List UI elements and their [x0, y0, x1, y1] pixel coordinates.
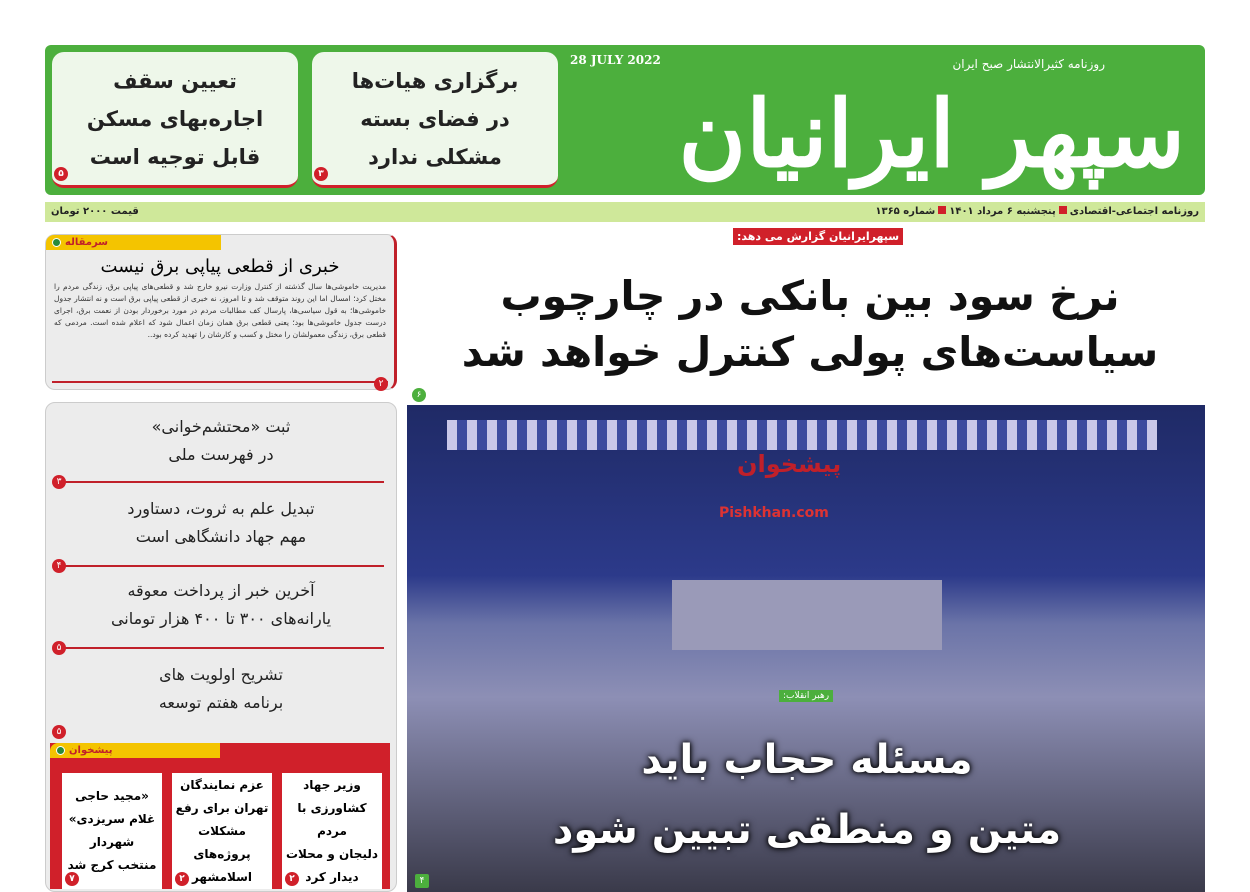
headline-line: سیاست‌های پولی کنترل خواهد شد [461, 328, 1159, 376]
stage [672, 580, 942, 650]
main-headline[interactable] [420, 268, 1200, 380]
dot-icon [52, 238, 61, 247]
news-line: تبدیل علم به ثروت، دستاورد [127, 499, 315, 518]
lead-photo[interactable] [407, 405, 1205, 892]
page-badge: ۴ [52, 559, 66, 573]
news-line: برنامه هفتم توسعه [158, 693, 284, 712]
item-line: دلیجان و محلات [285, 846, 379, 861]
dot-icon [56, 746, 65, 755]
headline-line: نرخ سود بین بانکی در چارچوب [500, 272, 1120, 320]
page-badge: ۳ [52, 475, 66, 489]
item-line: «مجید حاجی [75, 789, 149, 803]
page-badge: ۵ [52, 725, 66, 739]
news-line: ثبت «محتشم‌خوانی» [151, 417, 291, 436]
teaser-line: مشکلی ندارد [368, 144, 502, 169]
watermark-en: Pishkhan.com [719, 505, 829, 521]
news-item[interactable] [56, 483, 384, 571]
page-badge: ۲ [285, 872, 299, 886]
teaser-rent[interactable] [52, 52, 298, 188]
ornament-frieze [447, 420, 1157, 450]
editorial-body: مدیریت خاموشی‌ها سال گذشته از کنترل وزارت نیرو خارج شد و قطعی‌های پیاپی برق، زندگی مردم را مختل کرد؛ امسال اما این روند متوقف شد و تا امروز، نه خبری از قطعی پیاپی برق است و نه انتشار جدول خاموشی‌ها؛ به قول سیاسی‌ها، پارسال کف مطالبات مردم در مورد برخوردار بودن از نعمت برق، اجرای درست جدول خاموشی‌ها بود؛ یعنی قطعی برق همان زمان اعمال شود که اعلام شده است. مردمی که قطعی برق، زندگی معمولشان را مختل و کسب و کارشان را تهدید کرده بود.. [54, 282, 386, 339]
item-line: غلام سریزدی» [68, 812, 156, 826]
news-item[interactable] [56, 649, 384, 737]
photo-kicker: رهبر انقلاب: [779, 690, 833, 702]
headline-line: متین و منطقی تبیین شود [552, 807, 1062, 853]
news-line: آخرین خبر از پرداخت معوقه [127, 581, 315, 600]
separator [938, 206, 946, 214]
issue-date: پنجشنبه ۶ مرداد ۱۴۰۱ [949, 206, 1056, 217]
pishkhan-panel [50, 743, 390, 889]
watermark-fa: پیشخوان [737, 450, 842, 478]
news-line: تشریح اولویت های [159, 665, 283, 684]
item-line: مشکلات پروژه‌های [193, 823, 251, 861]
teaser-line: تعیین سقف [113, 68, 237, 93]
date-en: 28 JULY 2022 [570, 53, 661, 67]
item-line: منتخب کرج شد [67, 858, 157, 872]
news-line: در فهرست ملی [168, 445, 274, 464]
pishkhan-label [50, 743, 220, 758]
item-line: دیدار کرد [305, 869, 359, 884]
logo: سپهر ایرانیان [678, 80, 1185, 188]
main-kicker: سپهرایرانیان گزارش می دهد: [733, 228, 903, 245]
page-badge: ۴ [415, 874, 429, 888]
news-line: یارانه‌های ۳۰۰ تا ۴۰۰ هزار تومانی [110, 609, 332, 628]
teaser-line: اجاره‌بهای مسکن [86, 106, 264, 131]
page-badge: ۲ [175, 872, 189, 886]
item-line: اسلامشهر [191, 869, 253, 884]
editorial-title: خبری از قطعی پیاپی برق نیست [100, 256, 340, 277]
paper-type: روزنامه اجتماعی-اقتصادی [1069, 206, 1199, 217]
info-bar [45, 202, 1205, 222]
price: قیمت ۲۰۰۰ تومان [51, 206, 139, 217]
page-badge: ۵ [52, 641, 66, 655]
editorial-panel[interactable] [45, 234, 397, 390]
headline-line: مسئله حجاب باید [641, 737, 973, 783]
page-badge: ۶ [412, 388, 426, 402]
item-line: وزیر جهاد [303, 777, 361, 792]
page-badge: ۷ [65, 872, 79, 886]
page-badge: ۳ [314, 167, 328, 181]
item-line: شهردار [89, 835, 135, 849]
item-line: عزم نمایندگان [180, 777, 264, 792]
separator [1059, 206, 1067, 214]
issue-number: شماره ۱۳۶۵ [875, 206, 936, 217]
editorial-label [46, 235, 221, 250]
photo-headline [507, 725, 1107, 865]
label-text: سرمقاله [65, 237, 109, 248]
news-line: مهم جهاد دانشگاهی است [135, 527, 307, 546]
label-text: پیشخوان [69, 745, 113, 756]
teaser-line: در فضای بسته [360, 106, 510, 131]
tagline: روزنامه کثیرالانتشار صبح ایران [952, 57, 1105, 71]
pishkhan-item[interactable] [172, 773, 272, 889]
teaser-hayat[interactable] [312, 52, 558, 188]
item-line: کشاورزی با مردم [297, 800, 367, 838]
teaser-line: قابل توجیه است [89, 144, 261, 169]
page-badge: ۵ [54, 167, 68, 181]
teaser-line: برگزاری هیات‌ها [351, 68, 519, 93]
pishkhan-item[interactable] [282, 773, 382, 889]
pishkhan-item[interactable] [62, 773, 162, 889]
news-item[interactable] [56, 403, 384, 487]
news-item[interactable] [56, 567, 384, 653]
page-badge: ۲ [374, 377, 388, 391]
item-line: تهران برای رفع [175, 800, 269, 815]
